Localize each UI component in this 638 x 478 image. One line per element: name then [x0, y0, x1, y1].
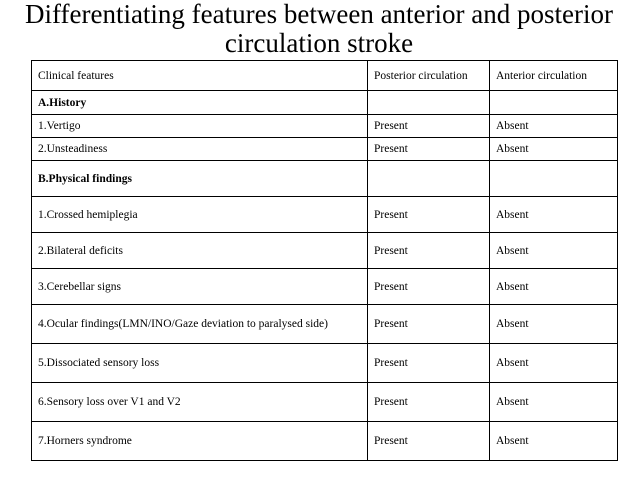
column-header-posterior: Posterior circulation — [368, 61, 490, 91]
column-header-clinical-features: Clinical features — [32, 61, 368, 91]
feature-cell: 5.Dissociated sensory loss — [32, 344, 368, 383]
feature-cell: 6.Sensory loss over V1 and V2 — [32, 383, 368, 422]
feature-cell: 2.Unsteadiness — [32, 138, 368, 161]
feature-cell: 3.Cerebellar signs — [32, 269, 368, 305]
slide-title — [0, 0, 638, 58]
section-row-history — [32, 91, 618, 115]
posterior-cell: Present — [368, 138, 490, 161]
anterior-cell: Absent — [490, 269, 618, 305]
table-row — [32, 269, 618, 305]
anterior-cell: Absent — [490, 305, 618, 344]
posterior-cell: Present — [368, 197, 490, 233]
table-row — [32, 344, 618, 383]
table-row — [32, 422, 618, 461]
posterior-cell: Present — [368, 383, 490, 422]
posterior-cell: Present — [368, 233, 490, 269]
posterior-cell: Present — [368, 344, 490, 383]
anterior-cell: Absent — [490, 197, 618, 233]
section-label-physical-findings: B.Physical findings — [32, 161, 368, 197]
feature-cell: 1.Vertigo — [32, 115, 368, 138]
table-row — [32, 115, 618, 138]
feature-cell: 2.Bilateral deficits — [32, 233, 368, 269]
anterior-cell: Absent — [490, 383, 618, 422]
table-row — [32, 305, 618, 344]
anterior-cell: Absent — [490, 115, 618, 138]
feature-cell: 7.Horners syndrome — [32, 422, 368, 461]
anterior-cell: Absent — [490, 344, 618, 383]
empty-cell — [490, 161, 618, 197]
features-table — [31, 60, 618, 461]
anterior-cell: Absent — [490, 233, 618, 269]
posterior-cell: Present — [368, 115, 490, 138]
section-label-history: A.History — [32, 91, 368, 115]
section-row-physical-findings — [32, 161, 618, 197]
feature-cell: 4.Ocular findings(LMN/INO/Gaze deviation to paralysed side) — [32, 305, 368, 344]
table-header-row — [32, 61, 618, 91]
column-header-anterior: Anterior circulation — [490, 61, 618, 91]
feature-cell: 1.Crossed hemiplegia — [32, 197, 368, 233]
anterior-cell: Absent — [490, 422, 618, 461]
posterior-cell: Present — [368, 269, 490, 305]
table-row — [32, 138, 618, 161]
posterior-cell: Present — [368, 422, 490, 461]
table-row — [32, 233, 618, 269]
empty-cell — [368, 91, 490, 115]
empty-cell — [490, 91, 618, 115]
posterior-cell: Present — [368, 305, 490, 344]
table-row — [32, 197, 618, 233]
anterior-cell: Absent — [490, 138, 618, 161]
slide-title-line-1: Differentiating features between anterior and posterior — [24, 0, 613, 29]
empty-cell — [368, 161, 490, 197]
slide-title-line-2: circulation stroke — [224, 28, 414, 58]
table-row — [32, 383, 618, 422]
